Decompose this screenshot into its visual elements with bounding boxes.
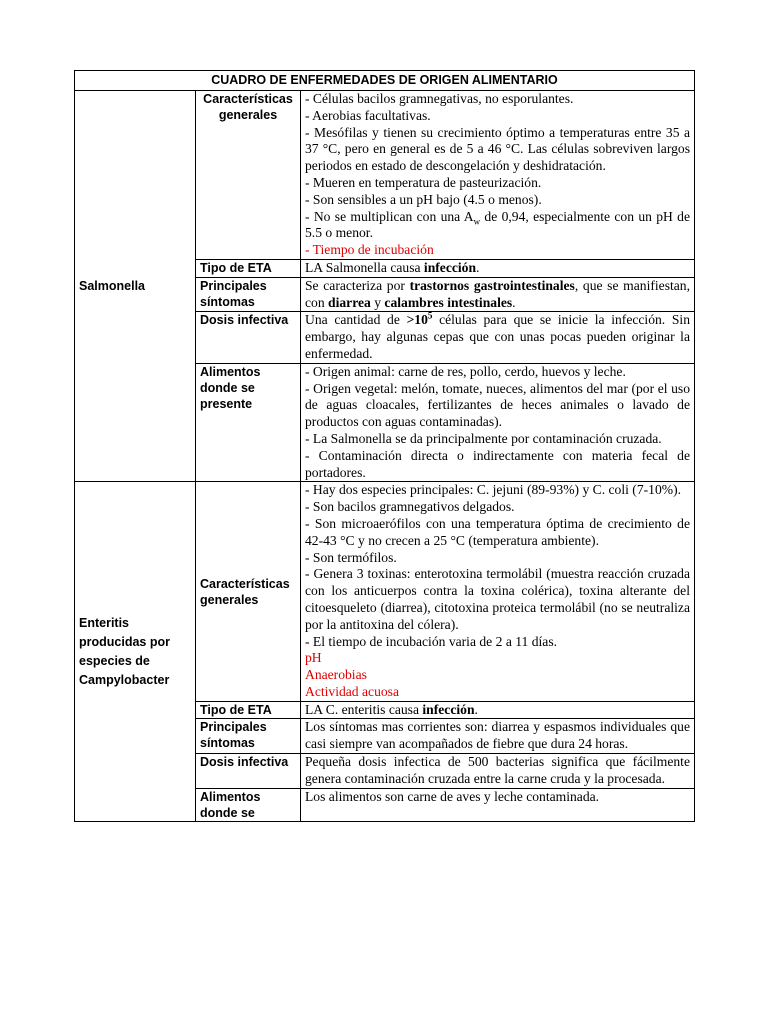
bold-text: infección <box>422 701 475 717</box>
table-title-row <box>75 71 695 91</box>
label-sintomas <box>196 277 301 312</box>
label-line: síntomas <box>200 736 255 751</box>
text-fragment: LA C. enteritis causa <box>305 701 423 717</box>
list-item: - Origen vegetal: melón, tomate, nueces, alimentos del mar (por el uso de aguas cloacales, fertilizantes de heces animales o lavado de productos con aguas contaminadas). <box>305 380 690 430</box>
list-item: - El tiempo de incubación varia de 2 a 11 días. <box>305 633 558 649</box>
disease-name-campylobacter <box>75 482 196 821</box>
text-fragment: Una cantidad de <box>305 312 407 328</box>
label-dosis: Dosis infectiva <box>196 312 301 363</box>
bold-text: trastornos gastrointestinales <box>409 277 575 293</box>
list-item-red: Anaerobias <box>305 667 367 683</box>
superscript-5: 5 <box>427 310 433 321</box>
list-item: - Mueren en temperatura de pasteurización. <box>305 174 542 190</box>
label-line: Principales <box>200 278 267 293</box>
campylobacter-dosis-content: Pequeña dosis infectica de 500 bacterias significa que fácilmente genera contaminación cruzada entre la carne cruda y la procesada. <box>301 754 695 789</box>
name-line: Enteritis <box>79 615 130 630</box>
bold-text: diarrea <box>328 294 371 310</box>
salmonella-alimentos-content <box>301 363 695 482</box>
bold-text <box>407 312 433 327</box>
list-item: - Genera 3 toxinas: enterotoxina termolábil (muestra reacción cruzada con los anticuerpos contra la toxina colérica), toxina alterante del citoesqueleto (diarrea), citotoxina proteica termolábil (no se neutraliza por la antitoxina del cólera). <box>305 566 690 632</box>
name-line: producidas por <box>79 634 170 649</box>
text-fragment: y <box>370 294 385 310</box>
list-item: - Son sensibles a un pH bajo (4.5 o menos). <box>305 191 542 207</box>
label-line: Principales <box>200 720 267 735</box>
label-tipo-eta: Tipo de ETA <box>196 259 301 277</box>
label-line: presente <box>200 396 253 411</box>
list-item: - La Salmonella se da principalmente por contaminación cruzada. <box>305 430 662 446</box>
label-caracteristicas <box>196 482 301 701</box>
list-item-red: Actividad acuosa <box>305 683 399 699</box>
campylobacter-caracteristicas-content <box>301 482 695 701</box>
label-line: generales <box>218 108 278 122</box>
salmonella-sintomas-content <box>301 277 695 312</box>
list-item: - Son bacilos gramnegativos delgados. <box>305 499 515 515</box>
label-line: síntomas <box>200 294 255 309</box>
label-line: Características <box>203 92 293 106</box>
text-fragment: . <box>476 259 480 275</box>
list-item: - Contaminación directa o indirectamente con materia fecal de portadores. <box>305 447 690 480</box>
text-fragment: - No se multiplican con una A <box>305 208 474 224</box>
document-page <box>74 70 694 822</box>
salmonella-tipo-eta-content <box>301 259 695 277</box>
disease-name-salmonella: Salmonella <box>75 91 196 482</box>
list-item: - Aerobias facultativas. <box>305 107 431 123</box>
list-item <box>305 209 690 243</box>
text-fragment: de 0,94, especialmente con un pH de 5.5 o menor. <box>305 208 690 241</box>
table-title: CUADRO DE ENFERMEDADES DE ORIGEN ALIMENTARIO <box>75 71 695 91</box>
list-item: - Origen animal: carne de res, pollo, cerdo, huevos y leche. <box>305 363 626 379</box>
text-fragment: >10 <box>406 312 428 328</box>
campylobacter-row-caracteristicas <box>75 482 695 701</box>
campylobacter-sintomas-content: Los síntomas mas corrientes son: diarrea y espasmos individuales que casi siempre van acompañados de fiebre que dura 24 horas. <box>301 719 695 754</box>
label-sintomas <box>196 719 301 754</box>
label-dosis: Dosis infectiva <box>196 754 301 789</box>
list-item: - Hay dos especies principales: C. jejuni (89-93%) y C. coli (7-10%). <box>305 482 681 498</box>
label-line: donde se <box>200 380 255 395</box>
salmonella-row-caracteristicas <box>75 91 695 260</box>
text-fragment: células para que se inicie la infección. Sin embargo, hay algunas cepas que con unas pocas pueden originar la enfermedad. <box>305 312 691 361</box>
salmonella-dosis-content <box>301 312 695 363</box>
salmonella-caracteristicas-content <box>301 91 695 260</box>
text-fragment: . <box>512 294 516 310</box>
foodborne-diseases-table <box>74 70 695 822</box>
bold-text: infección <box>423 259 477 275</box>
label-line: donde se <box>200 805 255 820</box>
bold-text: calambres intestinales <box>384 294 513 310</box>
list-item-red: - Tiempo de incubación <box>305 242 434 258</box>
campylobacter-alimentos-content: Los alimentos son carne de aves y leche contaminada. <box>301 788 695 821</box>
label-line: generales <box>200 592 259 607</box>
list-item: - Son microaerófilos con una temperatura óptima de crecimiento de 42-43 °C y no crecen a 25 °C (temperatura ambiente). <box>305 515 690 548</box>
name-line: especies de <box>79 653 150 668</box>
campylobacter-tipo-eta-content <box>301 701 695 719</box>
list-item: - Mesófilas y tienen su crecimiento óptimo a temperaturas entre 35 a 37 °C, pero en general es de 5 a 46 °C. Las células sobreviven largos periodos en estado de descongelación y deshidratación. <box>305 124 690 174</box>
list-item: - Son termófilos. <box>305 549 397 565</box>
label-tipo-eta: Tipo de ETA <box>196 701 301 719</box>
label-line: Características <box>200 576 290 591</box>
subscript-w: w <box>473 216 481 227</box>
list-item-red: pH <box>305 650 322 666</box>
label-caracteristicas <box>196 91 301 260</box>
label-alimentos <box>196 363 301 482</box>
label-alimentos <box>196 788 301 821</box>
list-item: - Células bacilos gramnegativas, no esporulantes. <box>305 91 574 106</box>
label-line: Alimentos <box>200 789 261 804</box>
text-fragment: LA Salmonella causa <box>305 259 424 275</box>
label-line: Alimentos <box>200 364 261 379</box>
text-fragment: , que se manifiestan, con <box>305 277 690 310</box>
text-fragment: . <box>474 701 478 717</box>
text-fragment: Se caracteriza por <box>305 277 410 293</box>
name-line: Campylobacter <box>79 672 170 687</box>
